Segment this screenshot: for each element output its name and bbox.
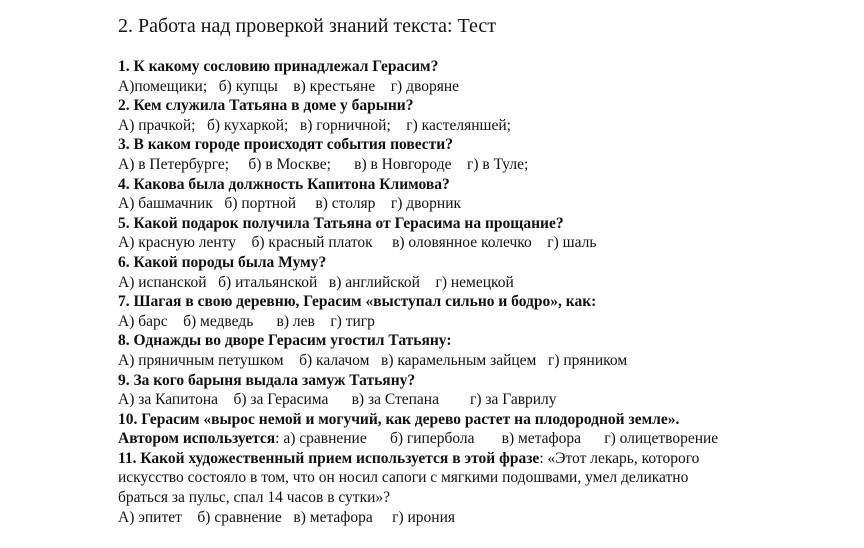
question-text: 9. За кого барыня выдала замуж Татьяну? bbox=[118, 371, 416, 389]
question-3 bbox=[118, 135, 838, 174]
question-text: 10. Герасим «вырос немой и могучий, как дерево растет на плодородной земле». bbox=[118, 410, 680, 428]
answer-options bbox=[118, 429, 838, 449]
quote-text: искусство состояло в том, что он носил сапоги с мягкими подошвами, умел деликатно bbox=[118, 469, 689, 487]
question-4 bbox=[118, 175, 838, 214]
answer-options: А) красную ленту б) красный платок в) оловянное колечко г) шаль bbox=[118, 234, 597, 252]
answer-lead: Автором используется bbox=[118, 430, 276, 448]
question-5 bbox=[118, 214, 838, 253]
question-6 bbox=[118, 253, 838, 292]
question-text: 8. Однажды во дворе Герасим угостил Татьяну: bbox=[118, 332, 452, 350]
question-text: 2. Кем служила Татьяна в доме у барыни? bbox=[118, 97, 414, 115]
answer-options: А) эпитет б) сравнение в) метафора г) ирония bbox=[118, 508, 456, 526]
question-text: 11. Какой художественный прием используется в этой фразе bbox=[118, 449, 540, 467]
answer-options: А) пряничным петушком б) калачом в) карамельным зайцем г) пряником bbox=[118, 351, 628, 369]
answer-options: А)помещики; б) купцы в) крестьяне г) дворяне bbox=[118, 77, 459, 95]
question-text: 4. Какова была должность Капитона Климова? bbox=[118, 175, 450, 193]
question-text: 1. К какому сословию принадлежал Герасим? bbox=[118, 58, 439, 75]
answer-options: А) прачкой; б) кухаркой; в) горничной; г) кастеляншей; bbox=[118, 116, 511, 134]
quote-text: : «Этот лекарь, которого bbox=[539, 449, 700, 467]
answer-options: А) башмачник б) портной в) столяр г) дворник bbox=[118, 195, 462, 213]
test-content bbox=[118, 57, 838, 527]
question-text: 3. В каком городе происходят события повести? bbox=[118, 136, 453, 154]
question-text: 5. Какой подарок получила Татьяна от Герасима на прощание? bbox=[118, 214, 564, 232]
page-title: 2. Работа над проверкой знаний текста: Тест bbox=[118, 15, 497, 37]
quote-text: браться за пульс, спал 14 часов в сутки»? bbox=[118, 489, 391, 507]
question-8 bbox=[118, 331, 838, 370]
answer-options: А) барс б) медведь в) лев г) тигр bbox=[118, 312, 375, 330]
answer-options: А) испанской б) итальянской в) английской г) немецкой bbox=[118, 273, 514, 291]
question-text: 7. Шагая в свою деревню, Герасим «выступал сильно и бодро», как: bbox=[118, 293, 597, 311]
question-line bbox=[118, 449, 838, 469]
question-7 bbox=[118, 292, 838, 331]
question-1 bbox=[118, 57, 838, 96]
answer-list: : а) сравнение б) гипербола в) метафора г) олицетворение bbox=[275, 430, 719, 448]
answer-options: А) в Петербурге; б) в Москве; в) в Новгороде г) в Туле; bbox=[118, 155, 529, 173]
question-text: 6. Какой породы была Муму? bbox=[118, 253, 327, 271]
question-2 bbox=[118, 96, 838, 135]
answer-options: А) за Капитона б) за Герасима в) за Степана г) за Гаврилу bbox=[118, 391, 557, 409]
question-11 bbox=[118, 449, 838, 527]
question-9 bbox=[118, 371, 838, 410]
question-10 bbox=[118, 410, 838, 449]
